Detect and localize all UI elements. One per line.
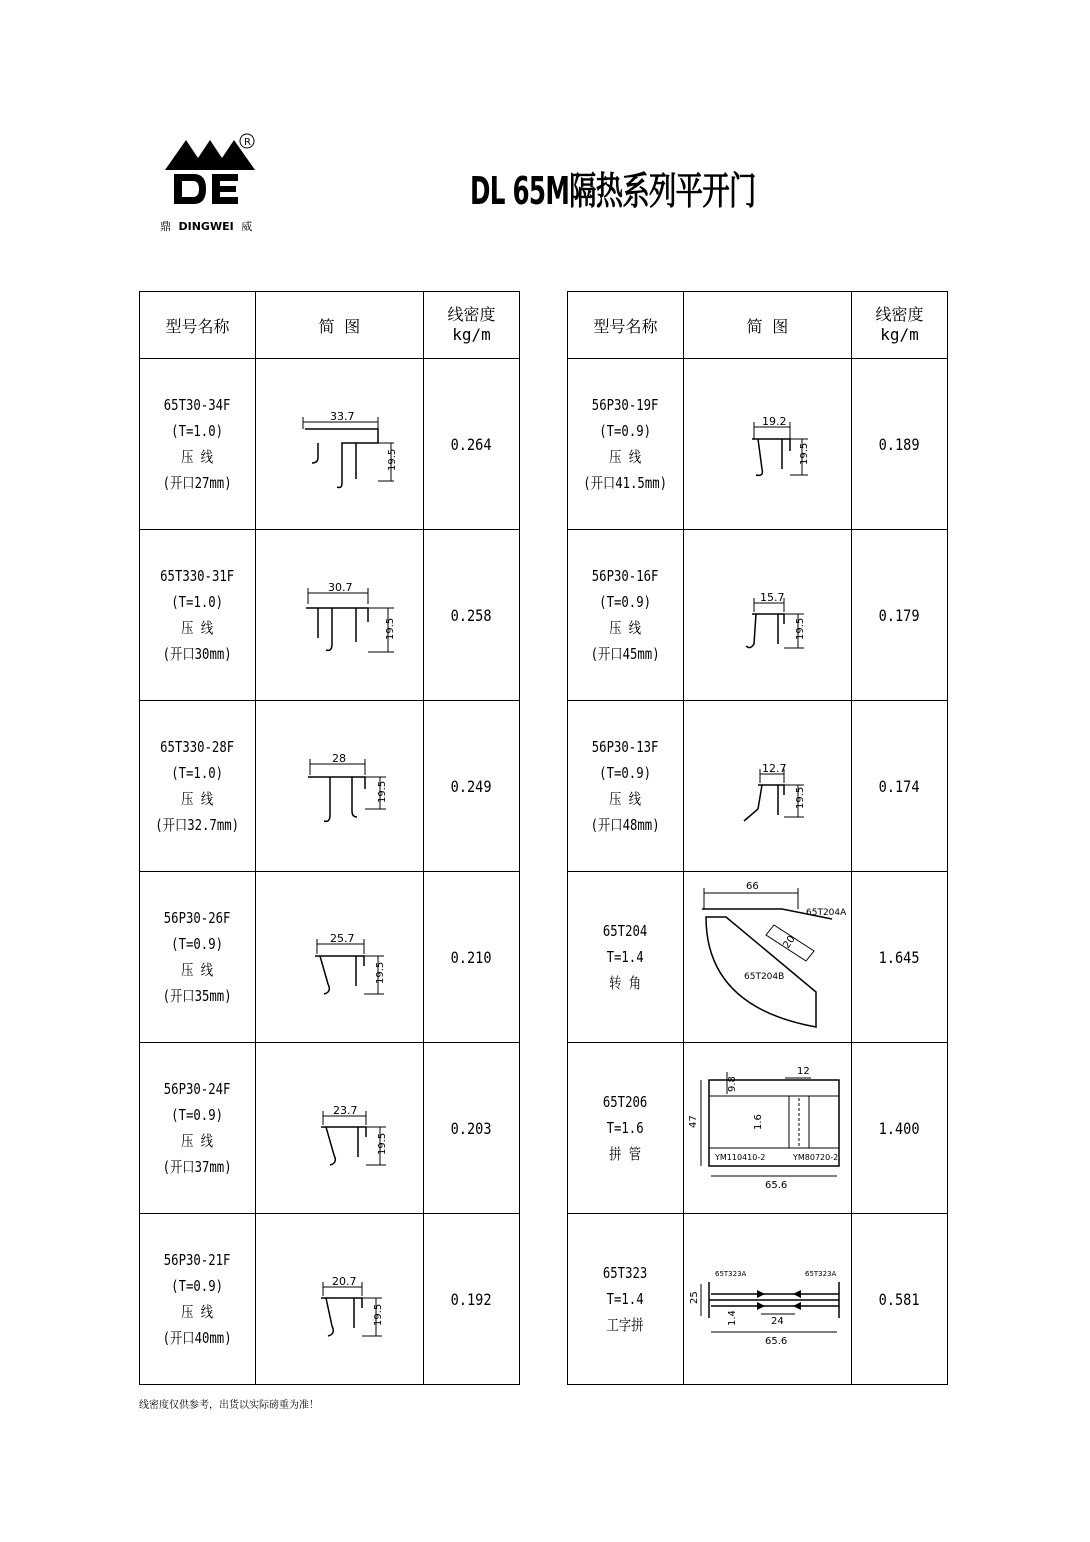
model-cell: 65T30-34F (T=1.0) 压 线 (开口27mm) — [140, 359, 256, 530]
svg-text:20: 20 — [780, 933, 798, 951]
sketch-cell — [256, 1214, 424, 1385]
table-row — [568, 1043, 948, 1214]
sketch-cell — [256, 701, 424, 872]
table-row — [568, 872, 948, 1043]
table-row — [568, 530, 948, 701]
profile-drawing — [260, 1244, 420, 1354]
svg-text:19.5: 19.5 — [376, 780, 388, 803]
corner-profile-drawing — [688, 875, 848, 1040]
svg-text:19.5: 19.5 — [798, 442, 810, 465]
sketch-cell — [684, 872, 852, 1043]
sketch-cell — [684, 1043, 852, 1214]
svg-text:30.7: 30.7 — [327, 581, 352, 594]
page-title: DL 65M隔热系列平开门 — [470, 169, 756, 213]
header-density: 线密度 kg/m — [852, 292, 948, 359]
table-row — [140, 701, 520, 872]
table-row — [568, 701, 948, 872]
sketch-cell — [684, 701, 852, 872]
i-joint-profile-drawing — [685, 1244, 850, 1354]
model-cell: 56P30-19F (T=0.9) 压 线 (开口41.5mm) — [568, 359, 684, 530]
logo-caption-right: 威 — [241, 220, 253, 233]
density-cell: 0.264 — [424, 359, 520, 530]
density-cell: 0.192 — [424, 1214, 520, 1385]
logo-mark-icon — [160, 128, 260, 220]
joint-profile-drawing — [685, 1058, 850, 1198]
density-cell: 0.258 — [424, 530, 520, 701]
model-cell: 56P30-21F (T=0.9) 压 线 (开口40mm) — [140, 1214, 256, 1385]
logo-caption — [160, 218, 260, 234]
header-model: 型号名称 — [140, 292, 256, 359]
svg-text:15.7: 15.7 — [759, 591, 784, 604]
left-spec-table — [139, 291, 520, 1385]
svg-text:25.7: 25.7 — [329, 932, 354, 945]
svg-text:9.8: 9.8 — [727, 1076, 738, 1092]
table-header-row — [568, 292, 948, 359]
svg-text:65T323A: 65T323A — [715, 1270, 747, 1278]
svg-text:12.7: 12.7 — [761, 762, 786, 775]
model-cell: 56P30-16F (T=0.9) 压 线 (开口45mm) — [568, 530, 684, 701]
svg-text:23.7: 23.7 — [332, 1104, 357, 1117]
svg-text:19.5: 19.5 — [794, 786, 806, 809]
svg-text:25: 25 — [689, 1291, 700, 1304]
brand-logo — [160, 128, 260, 238]
density-cell: 0.210 — [424, 872, 520, 1043]
model-cell: 65T330-31F (T=1.0) 压 线 (开口30mm) — [140, 530, 256, 701]
density-cell: 0.174 — [852, 701, 948, 872]
svg-text:47: 47 — [688, 1115, 699, 1128]
profile-drawing — [260, 731, 420, 841]
model-cell: 56P30-26F (T=0.9) 压 线 (开口35mm) — [140, 872, 256, 1043]
density-cell: 0.203 — [424, 1043, 520, 1214]
profile-drawing — [688, 560, 848, 670]
svg-text:12: 12 — [797, 1066, 810, 1077]
svg-text:66: 66 — [745, 880, 759, 892]
profile-drawing — [260, 1073, 420, 1183]
density-cell: 0.179 — [852, 530, 948, 701]
svg-text:65T323A: 65T323A — [805, 1270, 837, 1278]
header-sketch: 简 图 — [256, 292, 424, 359]
profile-drawing — [688, 389, 848, 499]
profile-drawing — [260, 389, 420, 499]
svg-text:65T204A: 65T204A — [805, 907, 846, 918]
sketch-cell — [256, 359, 424, 530]
profile-drawing — [260, 902, 420, 1012]
table-row — [140, 1214, 520, 1385]
table-header-row — [140, 292, 520, 359]
table-row — [140, 530, 520, 701]
density-cell: 0.249 — [424, 701, 520, 872]
svg-text:65T204B: 65T204B — [743, 971, 784, 982]
svg-text:19.5: 19.5 — [794, 617, 806, 640]
profile-drawing — [688, 731, 848, 841]
header-model: 型号名称 — [568, 292, 684, 359]
profile-drawing — [260, 560, 420, 670]
svg-text:19.5: 19.5 — [384, 617, 396, 640]
right-spec-table — [567, 291, 948, 1385]
model-cell: 65T204 T=1.4 转 角 — [568, 872, 684, 1043]
svg-text:1.4: 1.4 — [727, 1310, 738, 1326]
table-row — [140, 872, 520, 1043]
model-cell: 65T330-28F (T=1.0) 压 线 (开口32.7mm) — [140, 701, 256, 872]
density-cell: 0.581 — [852, 1214, 948, 1385]
sketch-cell — [684, 1214, 852, 1385]
header-sketch: 简 图 — [684, 292, 852, 359]
svg-text:19.2: 19.2 — [761, 415, 786, 428]
svg-text:YM80720-2: YM80720-2 — [793, 1153, 839, 1162]
svg-text:19.5: 19.5 — [374, 961, 386, 984]
model-cell: 56P30-13F (T=0.9) 压 线 (开口48mm) — [568, 701, 684, 872]
sketch-cell — [256, 530, 424, 701]
svg-text:24: 24 — [771, 1316, 784, 1327]
svg-text:19.5: 19.5 — [372, 1303, 384, 1326]
table-row — [568, 1214, 948, 1385]
density-cell: 1.645 — [852, 872, 948, 1043]
svg-text:65.6: 65.6 — [765, 1180, 788, 1191]
sketch-cell — [256, 1043, 424, 1214]
table-row — [140, 1043, 520, 1214]
density-cell: 0.189 — [852, 359, 948, 530]
header-density: 线密度 kg/m — [424, 292, 520, 359]
sketch-cell — [684, 530, 852, 701]
model-cell: 56P30-24F (T=0.9) 压 线 (开口37mm) — [140, 1043, 256, 1214]
sketch-cell — [684, 359, 852, 530]
logo-caption-left: 鼎 — [160, 220, 171, 233]
svg-text:28: 28 — [331, 752, 346, 765]
svg-text:33.7: 33.7 — [329, 410, 354, 423]
svg-text:19.5: 19.5 — [376, 1132, 388, 1155]
svg-text:19.5: 19.5 — [386, 448, 398, 471]
model-cell: 65T323 T=1.4 工字拼 — [568, 1214, 684, 1385]
svg-text:1.6: 1.6 — [753, 1114, 764, 1130]
registered-mark: R — [244, 137, 251, 148]
model-cell: 65T206 T=1.6 拼 管 — [568, 1043, 684, 1214]
density-cell: 1.400 — [852, 1043, 948, 1214]
svg-text:20.7: 20.7 — [331, 1275, 356, 1288]
table-row — [140, 359, 520, 530]
svg-text:65.6: 65.6 — [765, 1336, 788, 1347]
logo-caption-brand: DINGWEI — [178, 220, 234, 233]
svg-text:YM110410-2: YM110410-2 — [715, 1153, 766, 1162]
sketch-cell — [256, 872, 424, 1043]
table-row — [568, 359, 948, 530]
footnote: 线密度仅供参考，出货以实际磅重为准！ — [139, 1400, 319, 1411]
